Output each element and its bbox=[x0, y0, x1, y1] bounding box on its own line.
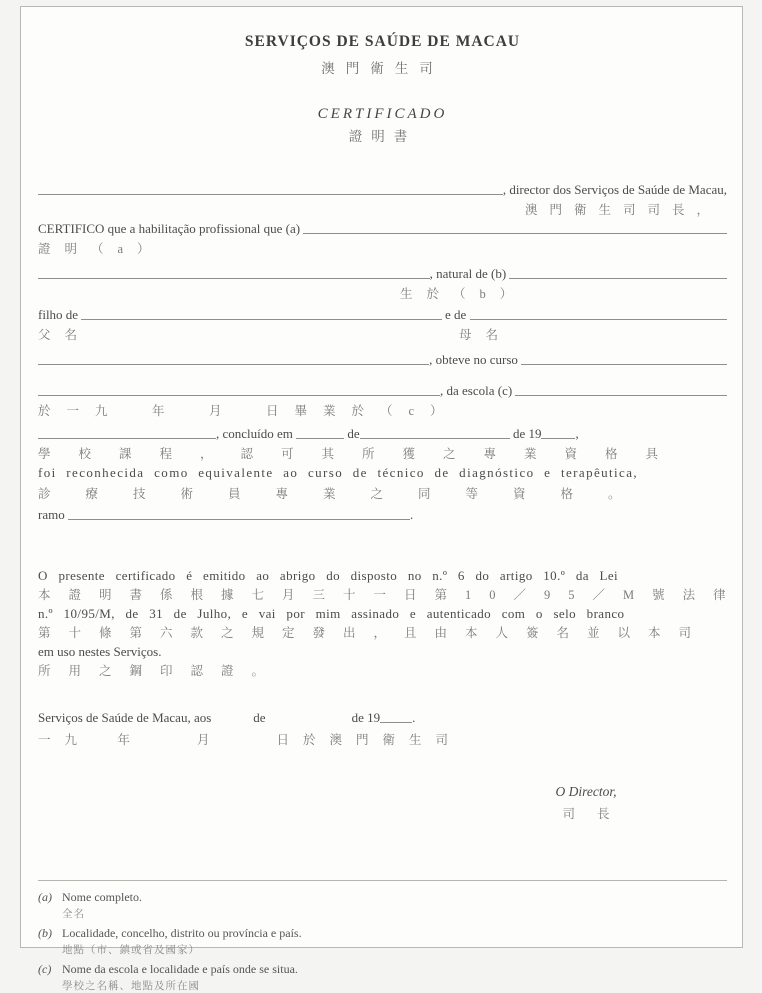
mother-continued-blank-line bbox=[38, 363, 429, 365]
issue-date-line-zh: 一九 年 月 日於澳門衛生司 bbox=[38, 733, 463, 747]
da-escola-label: , da escola (c) bbox=[439, 383, 516, 398]
issue-date-line bbox=[38, 709, 727, 726]
issue-place-label: Serviços de Saúde de Macau, aos bbox=[38, 710, 212, 725]
legal-line-1: O presente certificado é emitido ao abrigo do disposto no n.º 6 do artigo 10.º da Lei bbox=[38, 568, 619, 583]
certificate-title-zh: 證明書 bbox=[348, 129, 417, 144]
footnote-b bbox=[38, 926, 727, 941]
ramo-period: . bbox=[409, 507, 414, 522]
filho-de-label: filho de bbox=[38, 307, 82, 322]
mother-name-blank-line bbox=[470, 318, 727, 320]
body-line-escola bbox=[38, 382, 727, 399]
legal-paragraph bbox=[38, 565, 744, 679]
school-blank-line bbox=[515, 394, 727, 396]
school-continued-blank-line bbox=[38, 437, 216, 439]
natural-de-label: , natural de (b) bbox=[429, 266, 510, 281]
footnote-c-text-zh: 學校之名稱、地點及所在國 bbox=[62, 981, 200, 992]
person-name-blank-line bbox=[303, 232, 727, 234]
footnote-a bbox=[38, 890, 727, 905]
certifico-label: CERTIFICO que a habilitação profissional que (a) bbox=[38, 221, 304, 236]
body-line-concluido bbox=[38, 425, 727, 442]
footnote-a-text-zh: 全名 bbox=[62, 909, 85, 920]
qualification-zh-line-1: 學校課程，認可其所獲之專業資格具 bbox=[38, 447, 687, 461]
body-line-director bbox=[38, 181, 727, 198]
body-line-ramo bbox=[38, 506, 727, 523]
de-19-label: de 19 bbox=[509, 426, 542, 441]
footnote-b-marker: (b) bbox=[38, 926, 52, 940]
legal-line-3-zh: 所用之鋼印認證。 bbox=[38, 664, 283, 678]
comma-label: , bbox=[575, 426, 579, 441]
date-period: . bbox=[412, 710, 416, 725]
birthplace-blank-line bbox=[509, 277, 727, 279]
footnotes-section bbox=[38, 880, 727, 993]
e-de-label: e de bbox=[441, 307, 470, 322]
legal-line-2: n.º 10/95/M, de 31 de Julho, e vai por mim assinado e autenticado com o selo branco bbox=[38, 606, 625, 621]
footnote-b-text-zh: 地點（市、鎮或省及國家） bbox=[62, 945, 200, 956]
signature-block bbox=[506, 784, 666, 822]
director-signature-title: O Director, bbox=[555, 784, 617, 799]
ramo-label: ramo bbox=[38, 507, 68, 522]
director-label: , director dos Serviços de Saúde de Macau, bbox=[502, 182, 727, 197]
course-blank-line bbox=[521, 363, 727, 365]
director-signature-title-zh: 司長 bbox=[562, 807, 632, 821]
org-title-pt: SERVIÇOS DE SAÚDE DE MACAU bbox=[244, 33, 521, 50]
natural-de-label-zh: 生於（b） bbox=[400, 287, 527, 301]
de-label-1: de bbox=[344, 426, 360, 441]
scanned-certificate-page bbox=[20, 6, 744, 992]
equivalence-statement: foi reconhecida como equivalente ao curso de técnico de diagnóstico e terapêutica, bbox=[38, 465, 639, 480]
body-line-parents-zh bbox=[38, 325, 727, 343]
body-line-curso bbox=[38, 351, 727, 368]
footnote-c-marker: (c) bbox=[38, 962, 52, 976]
footnote-c-text: Nome da escola e localidade e país onde se situa. bbox=[62, 962, 298, 976]
body-line-parents bbox=[38, 306, 727, 323]
director-name-blank-line bbox=[38, 193, 503, 195]
mother-label-zh: 母名 bbox=[459, 328, 513, 342]
year-blank-line bbox=[541, 437, 575, 439]
father-name-blank-line bbox=[81, 318, 441, 320]
issue-year-blank-line bbox=[380, 721, 412, 723]
day-blank-line bbox=[296, 437, 344, 439]
de-19-label-2: de 19 bbox=[351, 710, 381, 725]
father-label-zh: 父名 bbox=[38, 328, 92, 342]
certifico-label-zh: 證明（a） bbox=[38, 242, 164, 256]
body-line-certifico bbox=[38, 220, 727, 237]
footnote-c bbox=[38, 962, 727, 977]
concluido-em-label: , concluído em bbox=[216, 426, 297, 441]
de-label-2: de bbox=[253, 710, 266, 725]
qualification-zh-line-2: 診療技術員專業之同等資格。 bbox=[38, 487, 656, 501]
body-line-natural-de bbox=[38, 265, 727, 282]
legal-line-1-zh: 本證明書係根據七月三十一日第10／95／M號法律 bbox=[38, 588, 744, 602]
footnote-a-text: Nome completo. bbox=[62, 890, 142, 904]
certificate-title-pt: CERTIFICADO bbox=[317, 106, 448, 122]
footnote-a-marker: (a) bbox=[38, 890, 52, 904]
graduation-date-zh: 於一九 年 月 日畢業於（c） bbox=[38, 404, 459, 418]
course-continued-blank-line bbox=[38, 394, 440, 396]
org-title-zh: 澳門衛生司 bbox=[321, 61, 444, 76]
branch-blank-line bbox=[68, 518, 410, 520]
legal-line-3: em uso nestes Serviços. bbox=[38, 644, 162, 659]
director-label-zh: 澳門衛生司司長， bbox=[524, 203, 721, 217]
name-continued-blank-line bbox=[38, 277, 430, 279]
obteve-no-curso-label: , obteve no curso bbox=[429, 352, 522, 367]
month-blank-line bbox=[360, 437, 510, 439]
footnote-b-text: Localidade, concelho, distrito ou província e país. bbox=[62, 926, 302, 940]
legal-line-2-zh: 第十條第六款之規定發出，且由本人簽名並以本司 bbox=[38, 626, 710, 640]
